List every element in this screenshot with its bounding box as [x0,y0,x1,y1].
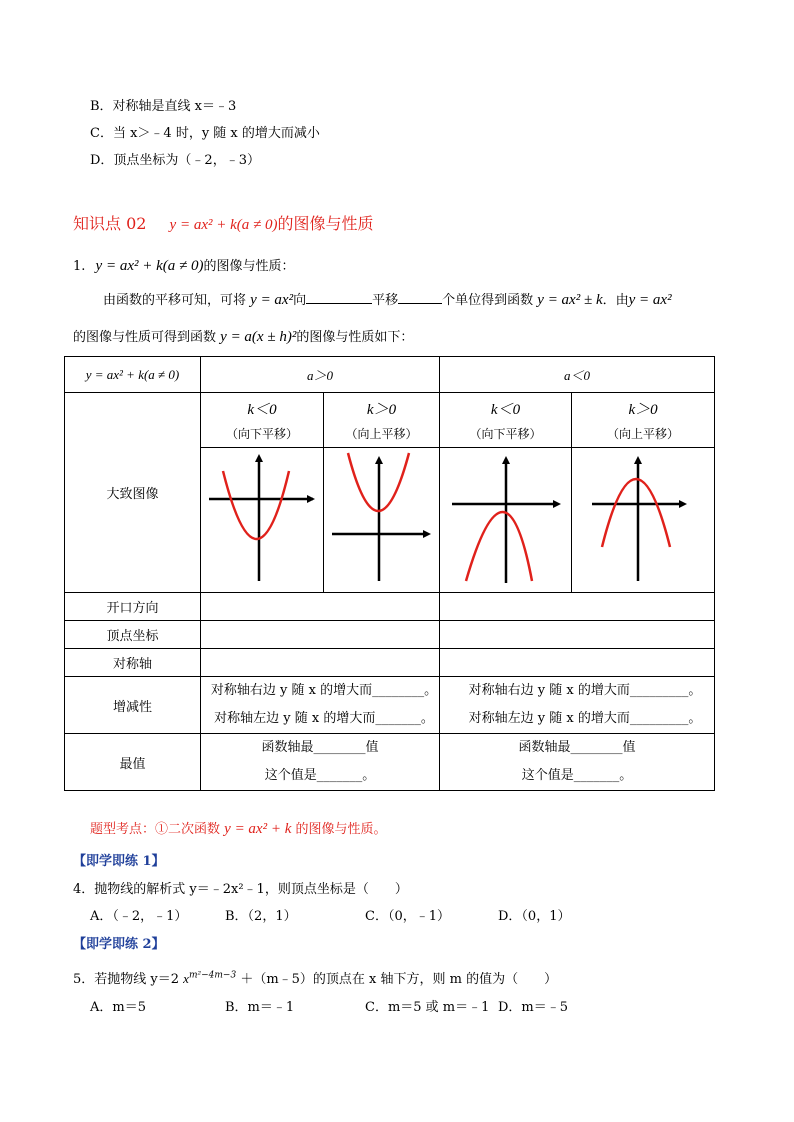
item-text: 的图像与性质： [203,259,295,274]
blank-cell [201,593,440,621]
shift-label: （向上平移） [345,427,418,441]
graph-cell [324,448,440,593]
practice-2-option-b: B．m＝﹣1 [225,1000,295,1015]
practice-2-option-c: C．m＝5 或 m＝﹣1 [365,1000,490,1015]
practice-2-question [73,968,557,987]
question-x: x [183,971,189,986]
y-axis-arrow [634,456,642,464]
parabola-curve [466,512,532,581]
k-label: k＞0 [366,402,397,418]
extremum-negative [440,734,715,791]
practice-1-question: 4．抛物线的解析式 y＝﹣2x²﹣1，则顶点坐标是（ ） [73,882,408,897]
para-text: 平移 [372,293,399,308]
para-formula: y = ax² [628,292,672,308]
monotonicity-positive [201,677,440,734]
row-label-opening: 开口方向 [65,593,201,621]
option-d: D．顶点坐标为（﹣2，﹣3） [90,153,260,168]
blank-line [306,291,372,304]
question-start: 5．若抛物线 y＝2 [73,972,180,987]
blank-cell [440,593,715,621]
k-label: k＞0 [628,402,658,418]
blank-cell [440,649,715,677]
topic-note [90,818,387,838]
row-label-vertex: 顶点坐标 [65,621,201,649]
note-suffix: 的图像与性质。 [295,822,387,837]
para-text: 的图像与性质可得到函数 [73,330,217,345]
blank-line [398,291,442,304]
note-prefix: 题型考点：①二次函数 [90,822,221,837]
item-number: 1. [73,259,86,274]
parabola-graph-down-up [572,449,714,592]
practice-1-option-c: C．（0，﹣1） [365,909,450,924]
parabola-graph-up-down [201,449,323,592]
practice-2-title: 【即学即练 2】 [73,937,165,952]
properties-table [64,356,715,791]
row-label-axis: 对称轴 [65,649,201,677]
practice-1-option-a: A．（﹣2，﹣1） [90,909,188,924]
option-b: B．对称轴是直线 x＝﹣3 [90,99,237,114]
item-formula: y = ax² + k(a ≠ 0) [95,258,204,274]
y-axis-arrow [502,456,510,464]
item-1 [73,255,295,275]
note-formula: y = ax² + k [224,821,292,837]
practice-1-option-b: B．（2，1） [225,909,297,924]
k-header [324,393,440,448]
parabola-graph-up-up [324,449,439,592]
blank-cell [440,621,715,649]
shift-label: （向上平移） [607,427,680,441]
shift-label: （向下平移） [225,427,298,441]
x-axis-arrow [307,495,315,503]
x-axis-arrow [679,500,687,508]
k-header [572,393,715,448]
graph-cell [201,448,324,593]
practice-1-option-d: D．（0，1） [498,909,571,924]
heading-suffix: 的图像与性质 [277,214,374,233]
extremum-positive [201,734,440,791]
k-label: k＜0 [247,402,277,418]
monotonicity-line: 对称轴右边 y 随 x 的增大而_________。 [468,683,702,698]
para-formula: y = a(x ± h)² [220,329,297,345]
k-header [201,393,324,448]
header-a-negative: a＜0 [440,357,715,393]
graph-cell [572,448,715,593]
para-text: 由函数的平移可知，可将 [103,293,247,308]
parabola-graph-down-down [440,449,571,592]
row-label-monotonicity: 增减性 [65,677,201,734]
extremum-line: 这个值是_______。 [264,768,376,783]
k-label: k＜0 [490,402,521,418]
graph-cell [440,448,572,593]
x-axis-arrow [553,500,561,508]
table-corner: y = ax² + k(a ≠ 0) [65,357,201,393]
blank-cell [201,649,440,677]
row-label-extremum: 最值 [65,734,201,791]
extremum-line: 函数轴最________值 [518,740,636,755]
x-axis-arrow [423,530,431,538]
para-text: ．由 [602,293,629,308]
question-exponent: m²−4m−3 [188,970,237,981]
para-text: 向 [293,293,307,308]
monotonicity-line: 对称轴左边 y 随 x 的增大而_______。 [214,711,434,726]
y-axis-arrow [255,454,263,462]
monotonicity-negative [440,677,715,734]
para-text: 个单位得到函数 [442,293,534,308]
monotonicity-line: 对称轴左边 y 随 x 的增大而_________。 [468,711,702,726]
question-end: ＋（m﹣5）的顶点在 x 轴下方，则 m 的值为（ ） [240,972,558,987]
extremum-line: 这个值是_______。 [521,768,633,783]
y-axis-arrow [375,456,383,464]
para-text: 的图像与性质如下： [296,330,414,345]
para-formula: y = ax² ± k [537,292,603,308]
section-heading [73,211,374,234]
practice-2-option-a: A．m＝5 [90,1000,146,1015]
practice-2-option-d: D．m＝﹣5 [498,1000,569,1015]
k-header [440,393,572,448]
heading-formula: y = ax² + k(a ≠ 0) [169,217,278,233]
header-a-positive: a＞0 [201,357,440,393]
blank-cell [201,621,440,649]
paragraph-line-1 [103,289,672,309]
parabola-curve [223,471,289,539]
para-formula: y = ax² [250,292,294,308]
heading-label: 知识点 02 [73,214,147,233]
extremum-line: 函数轴最________值 [261,740,379,755]
paragraph-line-2 [73,326,413,346]
practice-1-title: 【即学即练 1】 [73,854,165,869]
option-c: C．当 x＞﹣4 时，y 随 x 的增大而减小 [90,126,320,141]
parabola-curve [602,479,670,547]
graph-row-label: 大致图像 [65,393,201,593]
monotonicity-line: 对称轴右边 y 随 x 的增大而________。 [210,683,438,698]
shift-label: （向下平移） [469,427,542,441]
